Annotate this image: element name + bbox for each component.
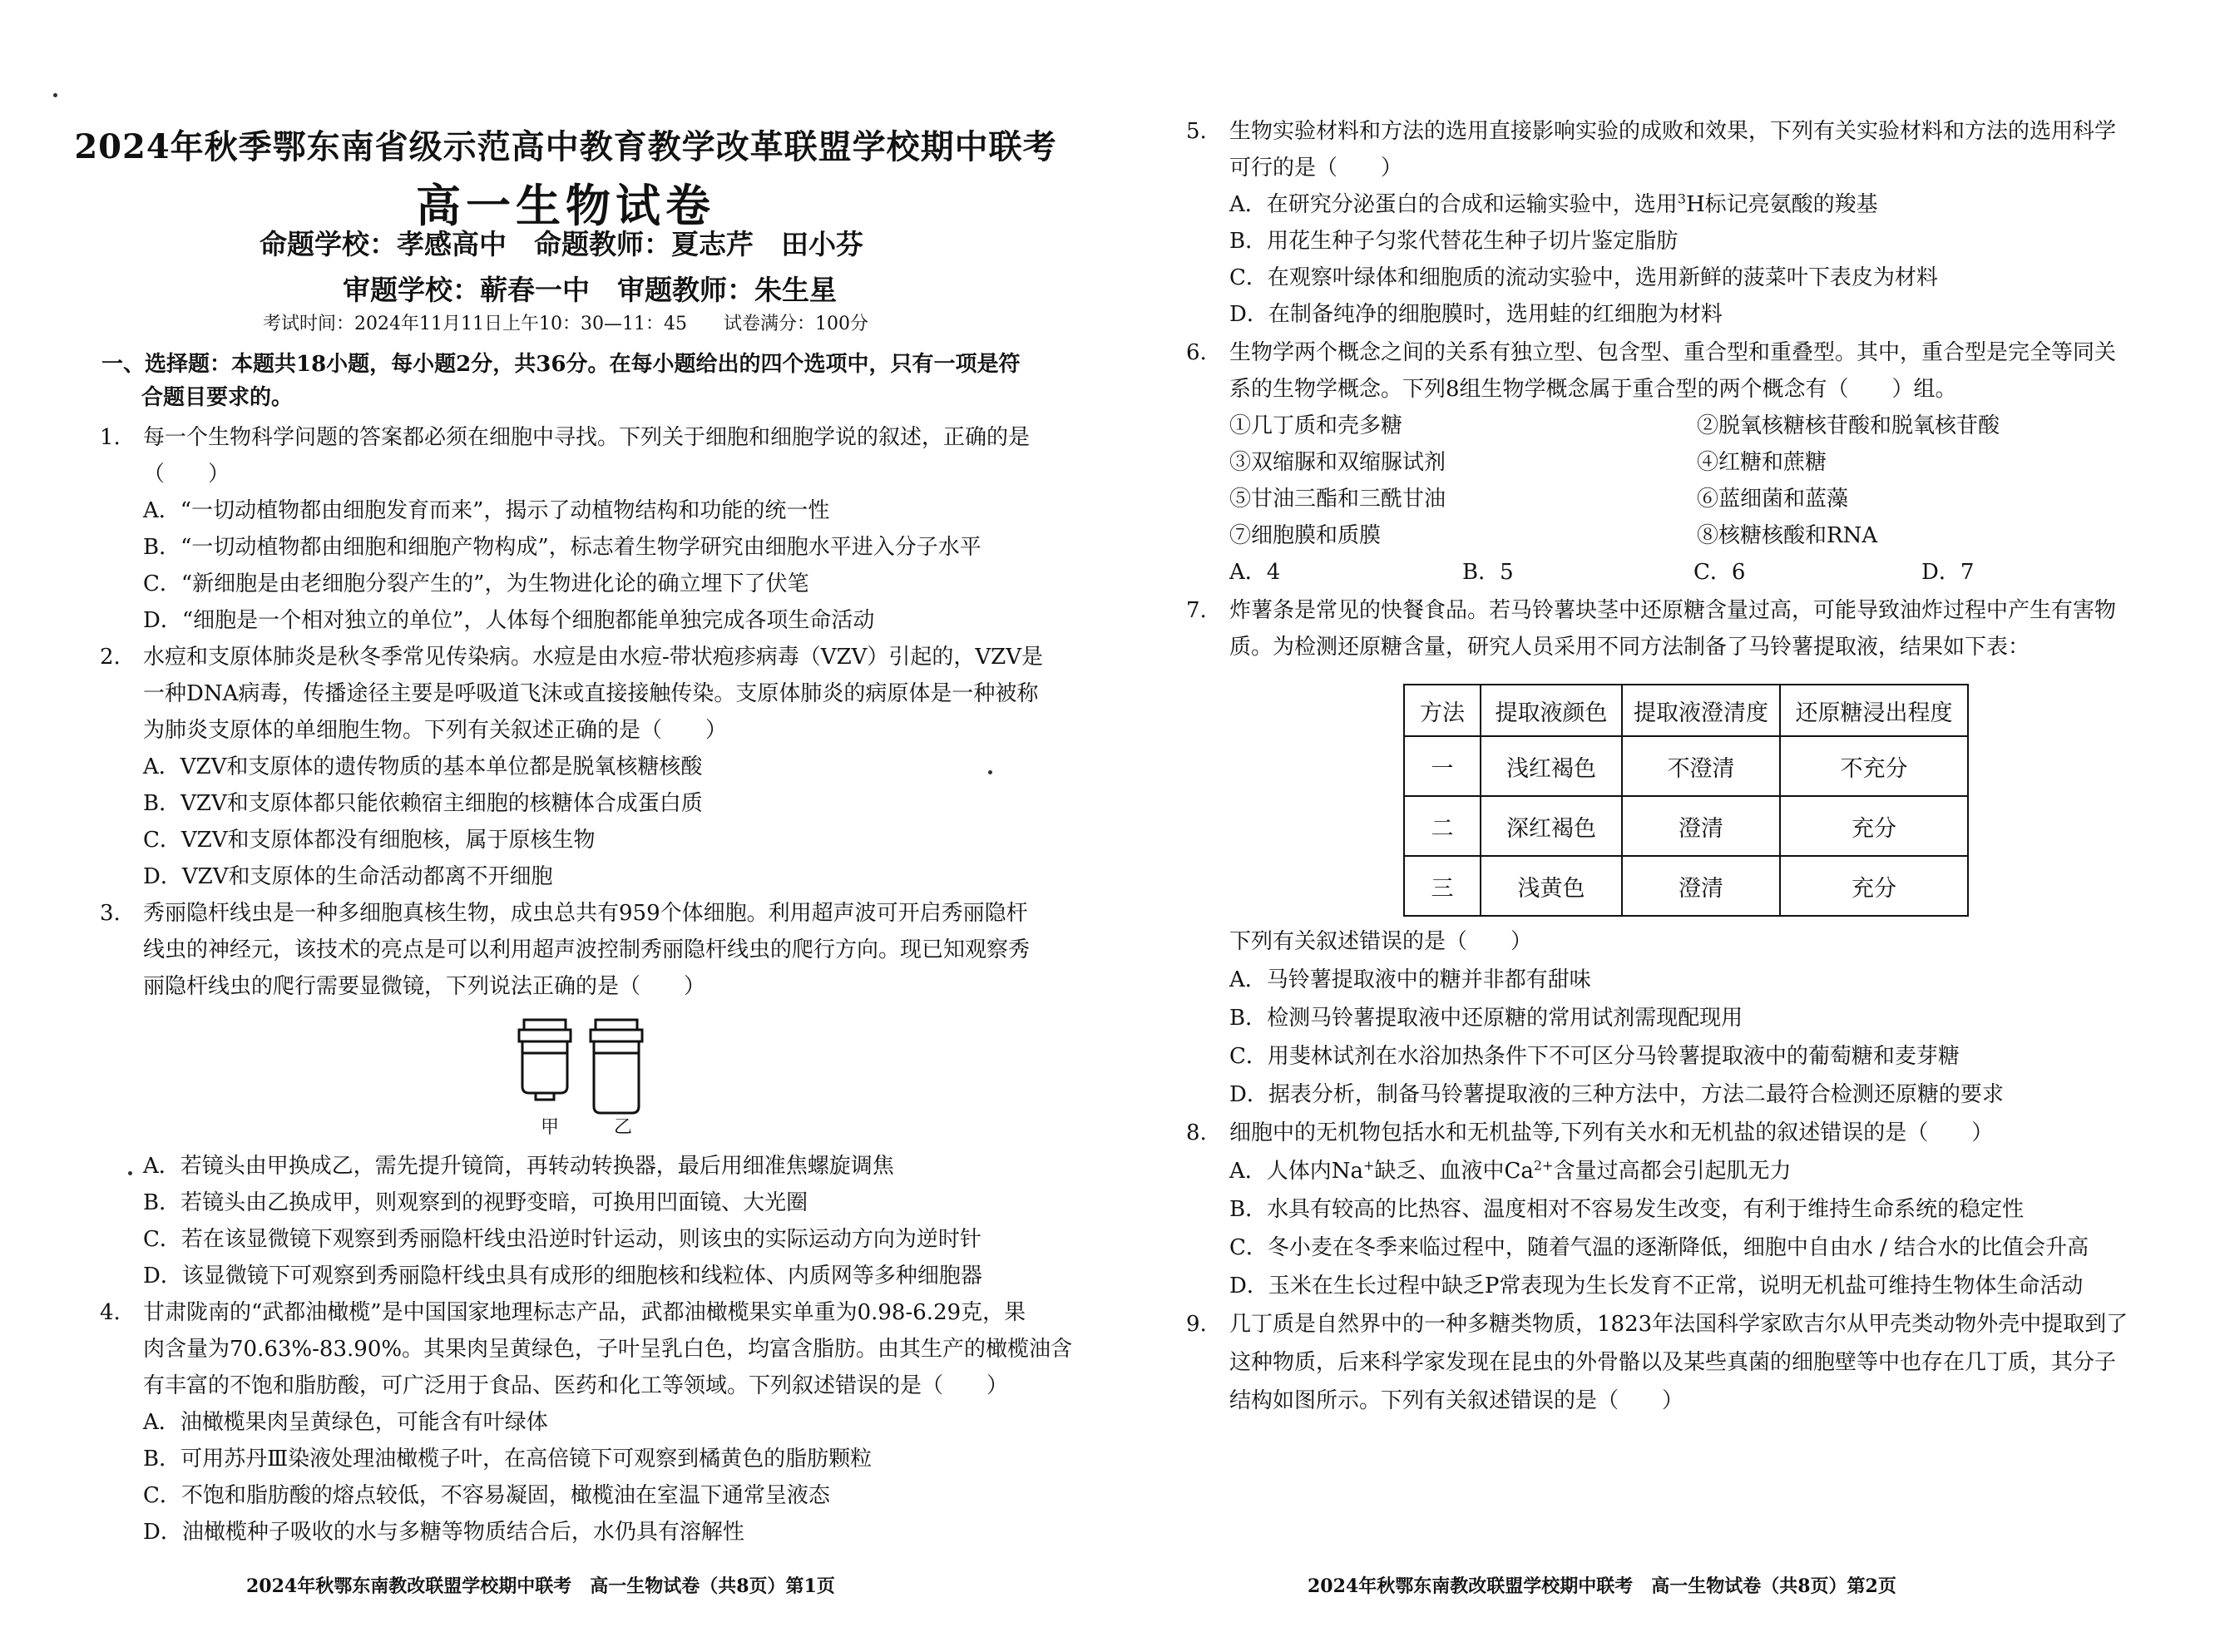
q9-stem-1: 几丁质是自然界中的一种多糖类物质，1823年法国科学家欧吉尔从甲壳类动物外壳中提取到了 xyxy=(1229,1312,2128,1337)
proposer-line: 命题学校：孝感高中 命题教师：夏志芹 田小芬 xyxy=(260,228,863,260)
q8-superscript-ca: 2+ xyxy=(1533,1157,1554,1174)
q2-option-d: D．VZV和支原体的生命活动都离不开细胞 xyxy=(143,864,553,889)
question-number-9: 9. xyxy=(1186,1312,1207,1337)
q6-option-c: C．6 xyxy=(1693,560,1746,585)
q3-option-c: C．若在该显微镜下观察到秀丽隐杆线虫沿逆时针运动，则该虫的实际运动方向为逆时针 xyxy=(143,1227,981,1252)
table-cell: 一 xyxy=(1404,736,1481,796)
q8-superscript-na: + xyxy=(1363,1157,1375,1174)
lens-label-yi: 乙 xyxy=(614,1117,633,1138)
q9-stem-3: 结构如图所示。下列有关叙述错误的是（ ） xyxy=(1229,1388,1684,1413)
table-header: 方法 xyxy=(1404,685,1481,736)
q2-option-a: A．VZV和支原体的遗传物质的基本单位都是脱氧核糖核酸 xyxy=(143,754,703,779)
q1-option-c: C．“新细胞是由老细胞分裂产生的”，为生物进化论的确立埋下了伏笔 xyxy=(143,571,809,596)
table-header: 提取液颜色 xyxy=(1481,685,1622,736)
q5-stem-2: 可行的是（ ） xyxy=(1229,156,1403,181)
q2-option-b: B．VZV和支原体都只能依赖宿主细胞的核糖体合成蛋白质 xyxy=(143,791,703,816)
q5-option-a-text: A．在研究分泌蛋白的合成和运输实验中，选用 xyxy=(1229,192,1678,217)
table-row xyxy=(1404,796,1968,856)
q2-stem-3: 为肺炎支原体的单细胞生物。下列有关叙述正确的是（ ） xyxy=(143,718,728,743)
table-cell: 不澄清 xyxy=(1622,736,1780,796)
question-number-4: 4. xyxy=(100,1300,121,1325)
table-row xyxy=(1404,856,1968,916)
q4-stem-3: 有丰富的不饱和脂肪酸，可广泛用于食品、医药和化工等领域。下列叙述错误的是（ ） xyxy=(143,1373,1009,1398)
table-cell: 三 xyxy=(1404,856,1481,916)
q6-item-3: ③双缩脲和双缩脲试剂 xyxy=(1229,450,1446,475)
q4-option-c: C．不饱和脂肪酸的熔点较低，不容易凝固，橄榄油在室温下通常呈液态 xyxy=(143,1483,830,1508)
scan-speck xyxy=(988,770,992,774)
q4-stem-2: 肉含量为70.63%-83.90%。其果肉呈黄绿色，子叶呈乳白色，均富含脂肪。由其生产的橄榄油含 xyxy=(143,1337,1073,1362)
q7-stem-1: 炸薯条是常见的快餐食品。若马铃薯块茎中还原糖含量过高，可能导致油炸过程中产生有害物 xyxy=(1229,598,2117,623)
q3-option-d: D．该显微镜下可观察到秀丽隐杆线虫具有成形的细胞核和线粒体、内质网等多种细胞器 xyxy=(143,1264,982,1288)
q6-stem-2: 系的生物学概念。下列8组生物学概念属于重合型的两个概念有（ ）组。 xyxy=(1229,377,1957,402)
footer-page-2: 2024年秋鄂东南教改联盟学校期中联考 高一生物试卷（共8页）第2页 xyxy=(1308,1575,1896,1597)
reviewer-line: 审题学校：蕲春一中 审题教师：朱生星 xyxy=(343,274,837,306)
q5-option-a xyxy=(1229,190,1878,220)
exam-meta: 考试时间：2024年11月11日上午10：30—11：45 试卷满分：100分 xyxy=(263,314,868,334)
q6-option-a: A．4 xyxy=(1229,560,1281,585)
q1-option-d: D．“细胞是一个相对独立的单位”，人体每个细胞都能单独完成各项生命活动 xyxy=(143,608,875,633)
q8-option-d: D．玉米在生长过程中缺乏P常表现为生长发育不正常，说明无机盐可维持生物体生命活动 xyxy=(1229,1274,2084,1298)
lens-label-jia: 甲 xyxy=(541,1117,560,1138)
q3-stem-2: 线虫的神经元，该技术的亮点是可以利用超声波控制秀丽隐杆线虫的爬行方向。现已知观察秀 xyxy=(143,937,1031,962)
q7-stem-2: 质。为检测还原糖含量，研究人员采用不同方法制备了马铃薯提取液，结果如下表： xyxy=(1229,635,2030,660)
table-cell: 澄清 xyxy=(1622,796,1780,856)
q5-option-c: C．在观察叶绿体和细胞质的流动实验中，选用新鲜的菠菜叶下表皮为材料 xyxy=(1229,265,1938,290)
question-number-2: 2. xyxy=(100,645,121,670)
objective-lens-jia xyxy=(519,1020,571,1100)
q1-stem-1: 每一个生物科学问题的答案都必须在细胞中寻找。下列关于细胞和细胞学说的叙述，正确的是 xyxy=(143,425,1031,450)
footer-page-1: 2024年秋鄂东南教改联盟学校期中联考 高一生物试卷（共8页）第1页 xyxy=(246,1575,835,1597)
q5-stem-1: 生物实验材料和方法的选用直接影响实验的成败和效果，下列有关实验材料和方法的选用科学 xyxy=(1229,119,2117,144)
potato-extract-table xyxy=(1403,684,1969,917)
table-header-row xyxy=(1404,685,1968,736)
table-header: 还原糖浸出程度 xyxy=(1780,685,1968,736)
q6-option-d: D．7 xyxy=(1921,560,1975,585)
q5-superscript: 3 xyxy=(1677,190,1686,207)
q5-option-b: B．用花生种子匀浆代替花生种子切片鉴定脂肪 xyxy=(1229,229,1679,254)
q8-option-a-tail: 含量过高都会引起肌无力 xyxy=(1553,1159,1792,1184)
q8-option-c: C．冬小麦在冬季来临过程中，随着气温的逐渐降低，细胞中自由水 / 结合水的比值会升高 xyxy=(1229,1235,2089,1260)
section1-line1: 一、选择题：本题共18小题，每小题2分，共36分。在每小题给出的四个选项中，只有一项是符 xyxy=(101,352,1021,377)
q8-option-b: B．水具有较高的比热容、温度相对不容易发生改变，有利于维持生命系统的稳定性 xyxy=(1229,1197,2025,1222)
q8-option-a-mid: 缺乏、血液中Ca xyxy=(1374,1159,1534,1184)
q2-stem-1: 水痘和支原体肺炎是秋冬季常见传染病。水痘是由水痘-带状疱疹病毒（VZV）引起的，VZV是 xyxy=(143,645,1044,670)
table-cell: 充分 xyxy=(1780,796,1968,856)
q6-item-7: ⑦细胞膜和质膜 xyxy=(1229,523,1382,548)
question-number-8: 8. xyxy=(1186,1120,1207,1145)
q3-option-b: B．若镜头由乙换成甲，则观察到的视野变暗，可换用凹面镜、大光圈 xyxy=(143,1190,808,1215)
question-number-1: 1. xyxy=(100,425,121,450)
table-cell: 二 xyxy=(1404,796,1481,856)
q8-option-a xyxy=(1229,1156,1791,1186)
table-row xyxy=(1404,736,1968,796)
q4-stem-1: 甘肃陇南的“武都油橄榄”是中国国家地理标志产品，武都油橄榄果实单重为0.98-6.29克，果 xyxy=(143,1300,1026,1325)
q7-option-c: C．用斐林试剂在水浴加热条件下不可区分马铃薯提取液中的葡萄糖和麦芽糖 xyxy=(1229,1044,1960,1069)
q2-option-c: C．VZV和支原体都没有细胞核，属于原核生物 xyxy=(143,828,596,853)
q4-option-a: A．油橄榄果肉呈黄绿色，可能含有叶绿体 xyxy=(143,1410,548,1435)
q7-stem-3: 下列有关叙述错误的是（ ） xyxy=(1229,929,1533,954)
q6-item-6: ⑥蓝细菌和蓝藻 xyxy=(1697,487,1849,512)
q3-stem-3: 丽隐杆线虫的爬行需要显微镜，下列说法正确的是（ ） xyxy=(143,974,706,999)
question-number-6: 6. xyxy=(1186,340,1207,365)
q9-stem-2: 这种物质，后来科学家发现在昆虫的外骨骼以及某些真菌的细胞壁等中也存在几丁质，其分子 xyxy=(1229,1350,2117,1375)
q7-option-a: A．马铃薯提取液中的糖并非都有甜味 xyxy=(1229,967,1591,992)
q3-option-a: A．若镜头由甲换成乙，需先提升镜筒，再转动转换器，最后用细准焦螺旋调焦 xyxy=(143,1154,894,1179)
q5-option-a-tail: H标记亮氨酸的羧基 xyxy=(1685,192,1878,217)
scan-speck xyxy=(53,93,57,97)
objective-lens-yi xyxy=(591,1020,642,1113)
q6-item-2: ②脱氧核糖核苷酸和脱氧核苷酸 xyxy=(1697,413,2000,438)
q4-option-d: D．油橄榄种子吸收的水与多糖等物质结合后，水仍具有溶解性 xyxy=(143,1520,744,1545)
q7-option-b: B．检测马铃薯提取液中还原糖的常用试剂需现配现用 xyxy=(1229,1006,1743,1031)
table-cell: 不充分 xyxy=(1780,736,1968,796)
table-header: 提取液澄清度 xyxy=(1622,685,1780,736)
q6-stem-1: 生物学两个概念之间的关系有独立型、包含型、重合型和重叠型。其中，重合型是完全等同关 xyxy=(1229,340,2117,365)
question-number-7: 7. xyxy=(1186,598,1207,623)
scan-speck xyxy=(128,1171,132,1175)
q7-option-d: D．据表分析，制备马铃薯提取液的三种方法中，方法二最符合检测还原糖的要求 xyxy=(1229,1082,2004,1107)
table-cell: 充分 xyxy=(1780,856,1968,916)
exam-page-2 xyxy=(1131,0,2215,1652)
exam-title: 2024年秋季鄂东南省级示范高中教育教学改革联盟学校期中联考 xyxy=(74,127,1057,166)
q6-item-8: ⑧核糖核酸和RNA xyxy=(1697,523,1878,548)
q1-option-a: A．“一切动植物都由细胞发育而来”，揭示了动植物结构和功能的统一性 xyxy=(143,498,830,523)
q4-option-b: B．可用苏丹Ⅲ染液处理油橄榄子叶，在高倍镜下可观察到橘黄色的脂肪颗粒 xyxy=(143,1447,873,1471)
q8-option-a-text: A．人体内Na xyxy=(1229,1159,1364,1184)
q3-stem-1: 秀丽隐杆线虫是一种多细胞真核生物，成虫总共有959个体细胞。利用超声波可开启秀丽隐杆 xyxy=(143,901,1028,926)
section1-line2: 合题目要求的。 xyxy=(141,385,294,410)
question-number-5: 5. xyxy=(1186,119,1207,144)
table-cell: 澄清 xyxy=(1622,856,1780,916)
q6-option-b: B．5 xyxy=(1462,560,1514,585)
q1-stem-2: （ ） xyxy=(143,462,230,487)
table-cell: 浅黄色 xyxy=(1481,856,1622,916)
table-cell: 浅红褐色 xyxy=(1481,736,1622,796)
q5-option-d: D．在制备纯净的细胞膜时，选用蛙的红细胞为材料 xyxy=(1229,302,1723,327)
objective-lens-figure xyxy=(507,1013,674,1121)
q6-item-5: ⑤甘油三酯和三酰甘油 xyxy=(1229,487,1446,512)
q1-option-b: B．“一切动植物都由细胞和细胞产物构成”，标志着生物学研究由细胞水平进入分子水平 xyxy=(143,535,981,560)
q6-item-1: ①几丁质和壳多糖 xyxy=(1229,413,1403,438)
q8-stem-1: 细胞中的无机物包括水和无机盐等,下列有关水和无机盐的叙述错误的是（ ） xyxy=(1229,1120,1994,1145)
table-cell: 深红褐色 xyxy=(1481,796,1622,856)
exam-subtitle: 高一生物试卷 xyxy=(416,179,715,232)
q2-stem-2: 一种DNA病毒，传播途径主要是呼吸道飞沫或直接接触传染。支原体肺炎的病原体是一种被称 xyxy=(143,681,1039,706)
question-number-3: 3. xyxy=(100,901,121,926)
q6-item-4: ④红糖和蔗糖 xyxy=(1697,450,1827,475)
